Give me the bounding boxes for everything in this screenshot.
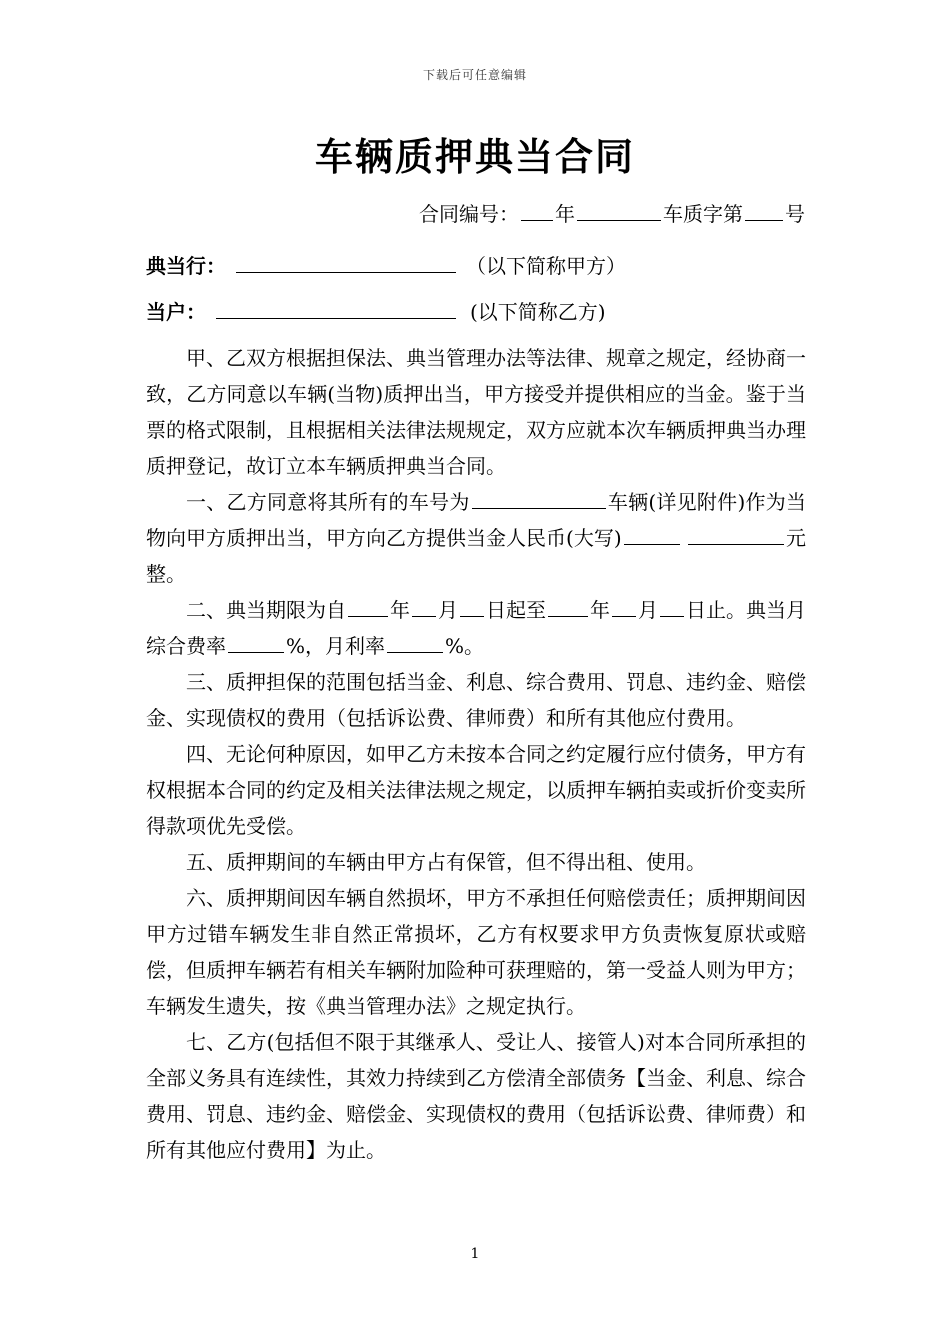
paragraph-clause-7: 七、乙方(包括但不限于其继承人、受让人、接管人)对本合同所承担的全部义务具有连续性，其效力持续到乙方偿清全部债务【当金、利息、综合费用、罚息、违约金、赔偿金、实现债权的费用（包括诉讼费、律师费）和所有其他应付费用】为止。 xyxy=(146,1030,806,1162)
contract-number-label: 合同编号： xyxy=(419,202,519,226)
fee-rate-blank[interactable] xyxy=(228,632,284,653)
page-number: 1 xyxy=(470,1246,480,1262)
contract-code-blank[interactable] xyxy=(577,200,661,221)
amount-blank-a[interactable] xyxy=(624,524,680,545)
contract-number-line xyxy=(419,198,805,227)
contract-seq-blank[interactable] xyxy=(745,200,783,221)
contract-body xyxy=(146,340,806,1168)
paragraph-clause-5: 五、质押期间的车辆由甲方占有保管，但不得出租、使用。 xyxy=(186,850,706,874)
pawnshop-note: （以下简称甲方） xyxy=(466,254,626,278)
contract-year-suffix: 年 xyxy=(555,202,575,226)
amount-blank-b[interactable] xyxy=(688,524,784,545)
end-year-blank[interactable] xyxy=(548,596,588,617)
start-day-blank[interactable] xyxy=(460,596,484,617)
pawner-note: (以下简称乙方) xyxy=(470,300,606,324)
contract-year-blank[interactable] xyxy=(521,200,553,221)
pawnshop-name-blank[interactable] xyxy=(236,252,456,273)
end-month-blank[interactable] xyxy=(612,596,636,617)
pawner-label: 当户： xyxy=(146,300,206,324)
paragraph-clause-1: 一、乙方同意将其所有的车号为 车辆(详见附件)作为当物向甲方质押出当，甲方向乙方提供当金人民币(大写) 元整。 xyxy=(146,490,807,586)
plate-number-blank[interactable] xyxy=(472,488,606,509)
contract-code-end: 号 xyxy=(785,202,805,226)
paragraph-clause-6: 六、质押期间因车辆自然损坏，甲方不承担任何赔偿责任；质押期间因甲方过错车辆发生非自然正常损坏，乙方有权要求甲方负责恢复原状或赔偿，但质押车辆若有相关车辆附加险种可获理赔的，第一受益人则为甲方；车辆发生遗失，按《典当管理办法》之规定执行。 xyxy=(146,886,806,1018)
start-year-blank[interactable] xyxy=(348,596,388,617)
pawner-name-blank[interactable] xyxy=(216,298,456,319)
document-title: 车辆质押典当合同 xyxy=(314,135,635,179)
end-day-blank[interactable] xyxy=(660,596,684,617)
header-note: 下载后可任意编辑 xyxy=(422,68,527,82)
start-month-blank[interactable] xyxy=(412,596,436,617)
pawnshop-label: 典当行： xyxy=(146,254,226,278)
paragraph-preamble: 甲、乙双方根据担保法、典当管理办法等法律、规章之规定，经协商一致，乙方同意以车辆(当物)质押出当，甲方接受并提供相应的当金。鉴于当票的格式限制，且根据相关法律法规规定，双方应就本次车辆质押典当办理质押登记，故订立本车辆质押典当合同。 xyxy=(146,346,806,478)
paragraph-clause-4: 四、无论何种原因，如甲乙方未按本合同之约定履行应付债务，甲方有权根据本合同的约定及相关法律法规之规定，以质押车辆拍卖或折价变卖所得款项优先受偿。 xyxy=(146,742,806,838)
contract-code-mid: 车质字第 xyxy=(663,202,743,226)
pawner-line xyxy=(146,296,606,325)
interest-rate-blank[interactable] xyxy=(387,632,443,653)
paragraph-clause-3: 三、质押担保的范围包括当金、利息、综合费用、罚息、违约金、赔偿金、实现债权的费用（包括诉讼费、律师费）和所有其他应付费用。 xyxy=(146,670,806,730)
pawnshop-line xyxy=(146,250,626,279)
paragraph-clause-2: 二、典当期限为自 年 月 日起至 年 月 日止。典当月综合费率 %，月利率 %。 xyxy=(146,598,806,658)
